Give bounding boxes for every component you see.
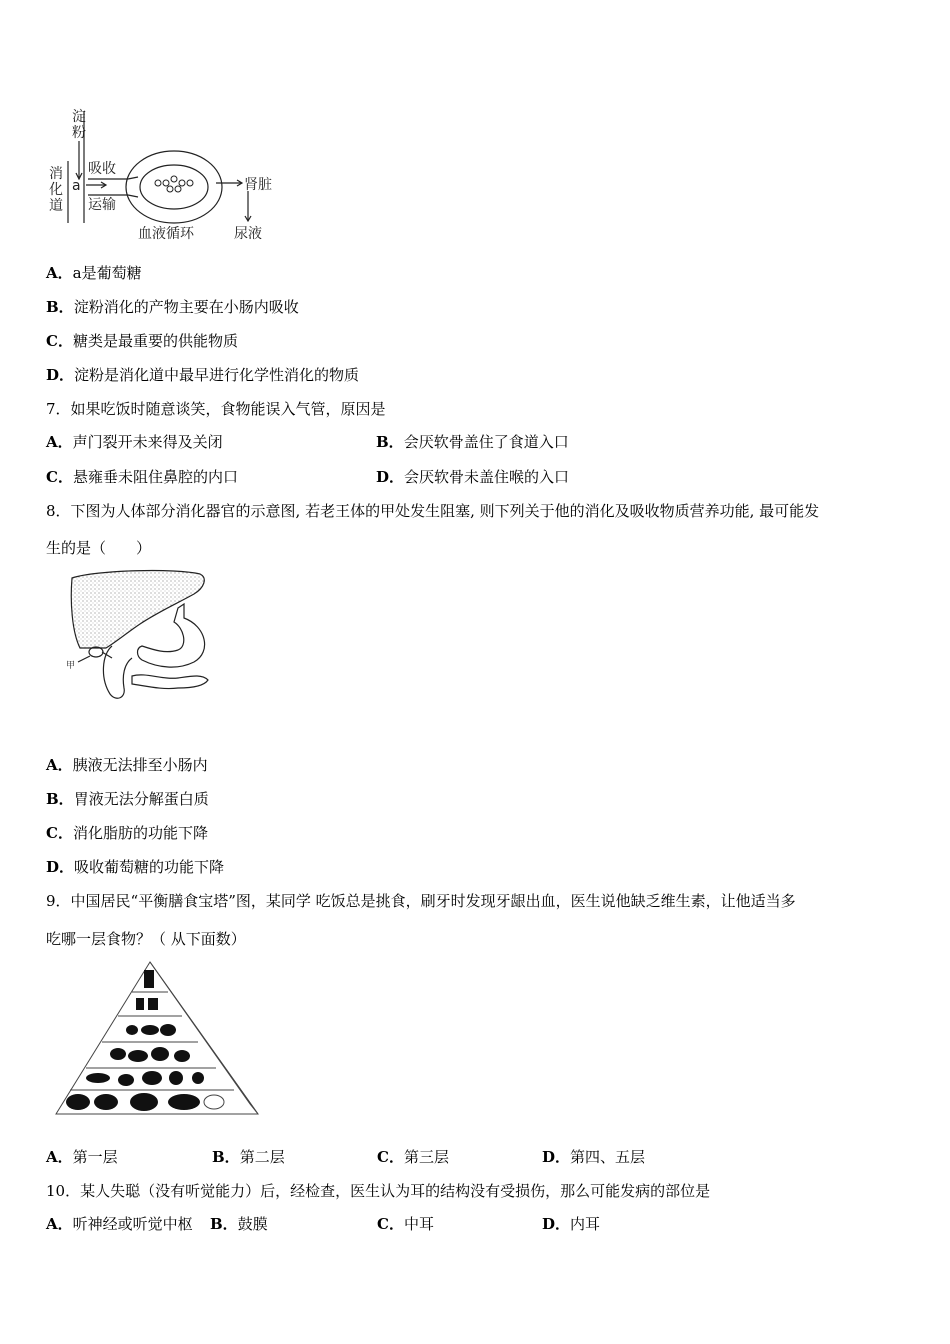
option-text: a是葡萄糖	[72, 264, 142, 282]
fig1-blood-label: 血液循环	[138, 226, 194, 242]
option-label: A．	[46, 1148, 73, 1166]
q9-stem-line1: 9．中国居民“平衡膳食宝塔”图，某同学 吃饭总是挑食，刷牙时发现牙龈出血，医生说他缺乏维生素，让他适当多	[46, 892, 796, 910]
q8-option-b	[46, 788, 209, 809]
q7-option-d	[376, 466, 569, 487]
q8-option-a	[46, 754, 208, 775]
q7-stem: 7．如果吃饭时随意谈笑，食物能误入气管，原因是	[46, 400, 386, 418]
option-text: 糖类是最重要的供能物质	[72, 332, 238, 350]
q10-option-b	[210, 1213, 268, 1234]
option-text: 声门裂开未来得及关闭	[72, 433, 223, 451]
option-label: A．	[46, 756, 73, 774]
q10-stem: 10．某人失聪（没有听觉能力）后，经检查，医生认为耳的结构没有受损伤，那么可能发病的部位是	[46, 1182, 711, 1200]
q10-option-c	[377, 1213, 434, 1234]
fig1-tract-label-1: 消	[49, 166, 63, 182]
q8-option-d	[46, 856, 224, 877]
option-text: 会厌软骨未盖住喉的入口	[404, 468, 570, 486]
fig1-tract-label-3: 道	[49, 198, 63, 214]
option-label: D．	[46, 858, 75, 876]
option-label: C．	[377, 1215, 404, 1233]
option-text: 悬雍垂未阻住鼻腔的内口	[72, 468, 238, 486]
q9-option-b	[212, 1146, 285, 1167]
option-text: 消化脂肪的功能下降	[72, 824, 208, 842]
option-label: B．	[46, 790, 74, 808]
pancreas-shape	[132, 675, 208, 689]
option-text: 淀粉消化的产物主要在小肠内吸收	[73, 298, 299, 316]
q6-option-a	[46, 262, 142, 283]
option-label: D．	[542, 1215, 571, 1233]
q8-stem-line2: 生的是（ ）	[46, 539, 152, 557]
q8-stem-line1: 8．下图为人体部分消化器官的示意图, 若老王体的甲处发生阻塞, 则下列关于他的消化及吸收物质营养功能, 最可能发	[46, 502, 820, 520]
option-text: 胰液无法排至小肠内	[72, 756, 208, 774]
option-text: 第一层	[72, 1148, 118, 1166]
option-label: C．	[46, 332, 73, 350]
q7-option-c	[46, 466, 238, 487]
option-label: B．	[376, 433, 404, 451]
q10-option-d	[542, 1213, 600, 1234]
option-text: 内耳	[570, 1215, 601, 1233]
fig1-starch-label-2: 粉	[72, 125, 86, 141]
q9-option-c	[377, 1146, 449, 1167]
option-text: 第二层	[239, 1148, 285, 1166]
q9-option-a	[46, 1146, 118, 1167]
q9-option-d	[542, 1146, 645, 1167]
option-label: D．	[46, 366, 75, 384]
option-label: B．	[210, 1215, 238, 1233]
starch-digestion-diagram	[46, 103, 286, 245]
option-text: 会厌软骨盖住了食道入口	[403, 433, 569, 451]
fig2-mark-jia: 甲	[66, 661, 76, 671]
fig1-transport-label: 运输	[88, 197, 116, 213]
option-label: C．	[46, 468, 73, 486]
option-label: D．	[542, 1148, 571, 1166]
q8-option-c	[46, 822, 208, 843]
option-text: 淀粉是消化道中最早进行化学性消化的物质	[74, 366, 360, 384]
q7-option-a	[46, 431, 223, 452]
option-label: D．	[376, 468, 405, 486]
q6-option-c	[46, 330, 238, 351]
fig1-kidney-label: 肾脏	[244, 177, 272, 193]
option-label: A．	[46, 1215, 73, 1233]
option-label: C．	[46, 824, 73, 842]
q6-option-d	[46, 364, 359, 385]
fig1-tract-label-2: 化	[49, 182, 63, 198]
fig1-urine-label: 尿液	[234, 226, 262, 242]
food-pyramid-diagram	[52, 958, 264, 1122]
option-label: B．	[46, 298, 74, 316]
option-text: 吸收葡萄糖的功能下降	[74, 858, 225, 876]
fig1-starch-label-1: 淀	[72, 109, 86, 125]
option-text: 胃液无法分解蛋白质	[73, 790, 209, 808]
option-text: 中耳	[403, 1215, 434, 1233]
option-text: 鼓膜	[237, 1215, 268, 1233]
option-label: A．	[46, 433, 73, 451]
q9-stem-line2: 吃哪一层食物？（ 从下面数）	[46, 930, 246, 948]
q7-option-b	[376, 431, 569, 452]
option-text: 第四、五层	[570, 1148, 646, 1166]
option-text: 第三层	[403, 1148, 449, 1166]
digestive-organs-diagram	[66, 568, 226, 716]
option-text: 听神经或听觉中枢	[72, 1215, 193, 1233]
option-label: A．	[46, 264, 73, 282]
q6-option-b	[46, 296, 299, 317]
duodenum-shape	[103, 646, 132, 698]
option-label: B．	[212, 1148, 240, 1166]
fig1-absorb-label: 吸收	[88, 161, 116, 177]
q10-option-a	[46, 1213, 193, 1234]
option-label: C．	[377, 1148, 404, 1166]
fig1-a-label: a	[72, 178, 81, 194]
